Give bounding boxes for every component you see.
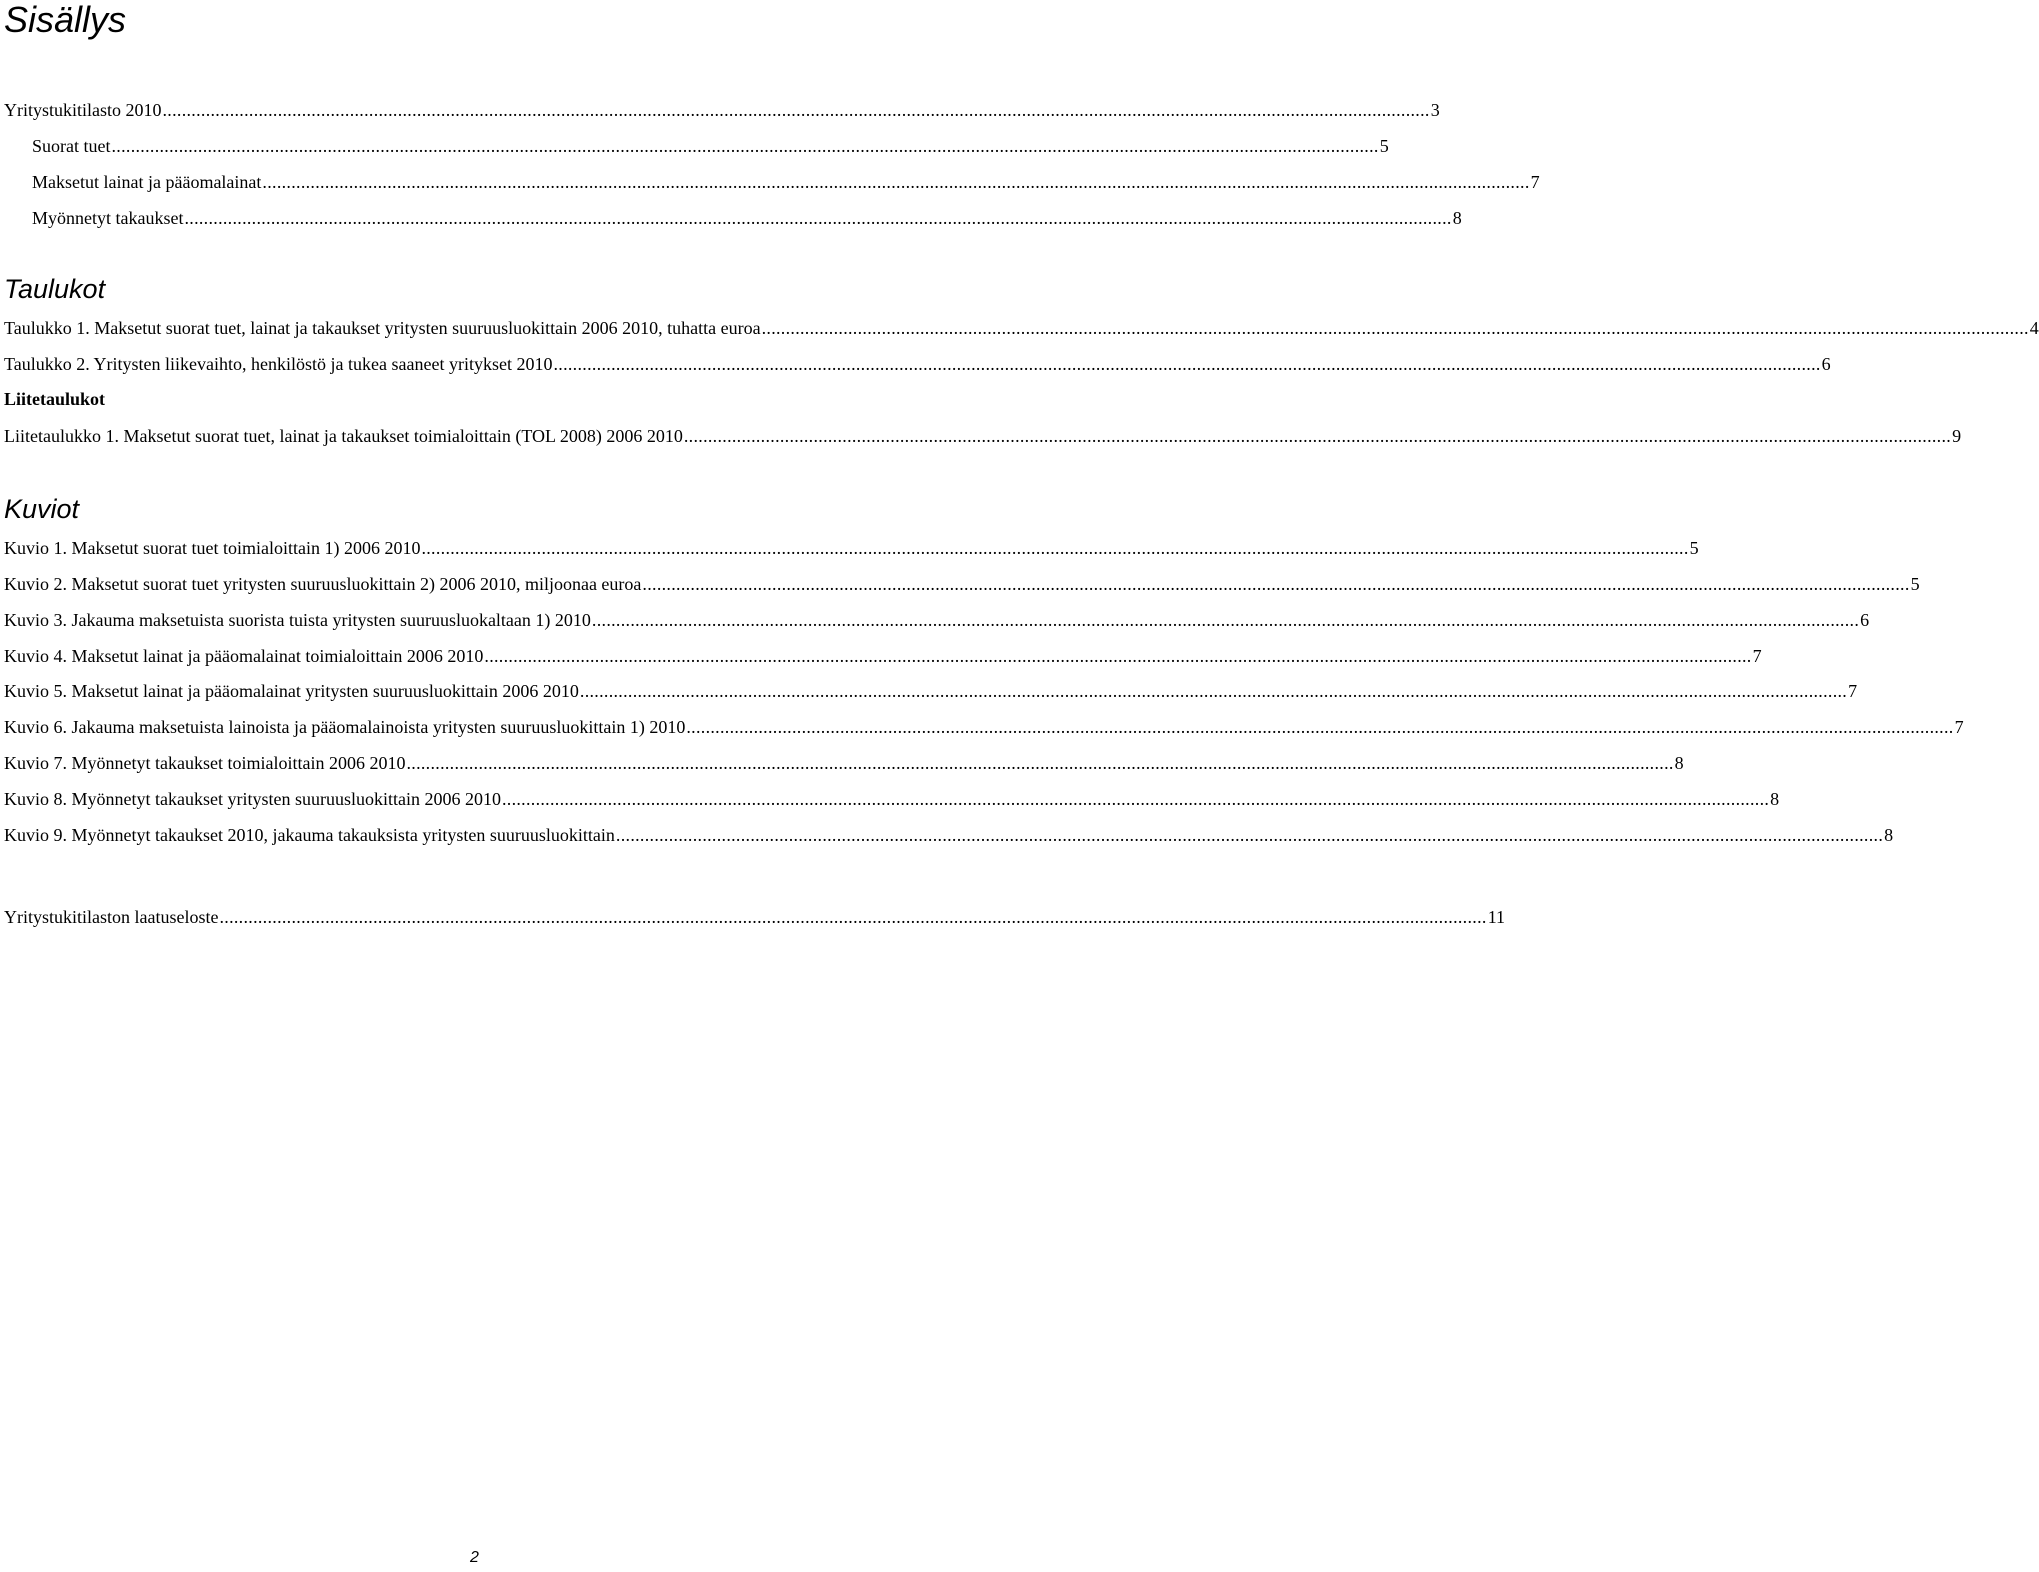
- toc-entry-text: Taulukko 2. Yritysten liikevaihto, henkilöstö ja tukea saaneet yritykset 2010: [4, 354, 553, 374]
- toc-entry-text: Yritystukitilaston laatuseloste: [4, 907, 219, 927]
- toc-entry-page: 7: [1954, 717, 1964, 737]
- toc-entry-text: Myönnetyt takaukset: [32, 208, 184, 228]
- section-heading-kuviot: Kuviot: [4, 494, 80, 524]
- toc-entry-text: Kuvio 4. Maksetut lainat ja pääomalainat toimialoittain 2006 2010: [4, 646, 484, 666]
- page-title: Sisällys: [4, 0, 127, 40]
- toc-entry-text: Yritystukitilasto 2010: [4, 100, 162, 120]
- toc-entry-page: 3: [1430, 100, 1440, 120]
- toc-entry-page: 6: [1821, 354, 1831, 374]
- toc-leader-dots: ........................................................................................................................................................................................................................................................................: [219, 907, 1487, 927]
- toc-entry-text: Kuvio 7. Myönnetyt takaukset toimialoittain 2006 2010: [4, 753, 406, 773]
- toc-entry-page: 8: [1770, 789, 1780, 809]
- toc-leader-dots: ........................................................................................................................................................................................................................................................................: [501, 789, 1770, 809]
- toc-entry-page: 8: [1452, 208, 1462, 228]
- toc-entry-kuvio-9[interactable]: [4, 823, 1894, 847]
- toc-entry-text: Kuvio 9. Myönnetyt takaukset 2010, jakauma takauksista yritysten suuruusluokittain: [4, 825, 615, 845]
- toc-entry-taulukko-1[interactable]: [4, 316, 2039, 340]
- toc-entry-kuvio-1[interactable]: [4, 536, 1699, 560]
- toc-entry-taulukko-2[interactable]: [4, 352, 1831, 376]
- toc-entry-yritystukitilasto[interactable]: [4, 98, 1440, 122]
- toc-entry-page: 7: [1530, 172, 1540, 192]
- toc-leader-dots: ........................................................................................................................................................................................................................................................................: [683, 426, 1952, 446]
- toc-leader-dots: ........................................................................................................................................................................................................................................................................: [406, 753, 1674, 773]
- toc-entry-page: 5: [1910, 574, 1920, 594]
- toc-entry-kuvio-4[interactable]: [4, 644, 1762, 668]
- toc-entry-page: 7: [1752, 646, 1762, 666]
- toc-entry-page: 7: [1848, 681, 1858, 701]
- toc-entry-page: 5: [1379, 136, 1389, 156]
- toc-entry-text: Taulukko 1. Maksetut suorat tuet, lainat ja takaukset yritysten suuruusluokittain 2006 2010, tuhatta euroa: [4, 318, 761, 338]
- toc-entry-text: Kuvio 6. Jakauma maksetuista lainoista ja pääomalainoista yritysten suuruusluokittain 1) 2010: [4, 717, 686, 737]
- toc-leader-dots: ........................................................................................................................................................................................................................................................................: [591, 610, 1860, 630]
- toc-leader-dots: ........................................................................................................................................................................................................................................................................: [686, 717, 1954, 737]
- toc-entry-kuvio-6[interactable]: [4, 715, 1964, 739]
- section-heading-liitetaulukot: Liitetaulukot: [4, 389, 106, 409]
- toc-leader-dots: ........................................................................................................................................................................................................................................................................: [262, 172, 1530, 192]
- section-heading-taulukot: Taulukot: [4, 274, 106, 304]
- toc-leader-dots: ........................................................................................................................................................................................................................................................................: [553, 354, 1821, 374]
- toc-entry-laatuseloste[interactable]: [4, 905, 1506, 929]
- toc-leader-dots: ........................................................................................................................................................................................................................................................................: [162, 100, 1430, 120]
- toc-leader-dots: ........................................................................................................................................................................................................................................................................: [184, 208, 1452, 228]
- toc-leader-dots: ........................................................................................................................................................................................................................................................................: [642, 574, 1910, 594]
- toc-entry-kuvio-5[interactable]: [4, 679, 1858, 703]
- toc-leader-dots: ........................................................................................................................................................................................................................................................................: [111, 136, 1379, 156]
- toc-entry-page: 8: [1674, 753, 1684, 773]
- toc-entry-suorat-tuet[interactable]: [32, 134, 1389, 158]
- toc-leader-dots: ........................................................................................................................................................................................................................................................................: [579, 681, 1848, 701]
- toc-leader-dots: ........................................................................................................................................................................................................................................................................: [484, 646, 1752, 666]
- toc-entry-text: Liitetaulukko 1. Maksetut suorat tuet, lainat ja takaukset toimialoittain (TOL 2008) 2006 2010: [4, 426, 683, 446]
- toc-entry-text: Kuvio 3. Jakauma maksetuista suorista tuista yritysten suuruusluokaltaan 1) 2010: [4, 610, 591, 630]
- toc-entry-page: 6: [1860, 610, 1870, 630]
- toc-entry-kuvio-2[interactable]: [4, 572, 1920, 596]
- toc-entry-text: Kuvio 2. Maksetut suorat tuet yritysten suuruusluokittain 2) 2006 2010, miljoonaa euroa: [4, 574, 642, 594]
- toc-leader-dots: ........................................................................................................................................................................................................................................................................: [761, 318, 2029, 338]
- toc-entry-text: Suorat tuet: [32, 136, 111, 156]
- toc-leader-dots: ........................................................................................................................................................................................................................................................................: [421, 538, 1689, 558]
- toc-entry-kuvio-3[interactable]: [4, 608, 1870, 632]
- toc-entry-text: Kuvio 1. Maksetut suorat tuet toimialoittain 1) 2006 2010: [4, 538, 421, 558]
- toc-leader-dots: ........................................................................................................................................................................................................................................................................: [615, 825, 1884, 845]
- toc-entry-kuvio-8[interactable]: [4, 787, 1780, 811]
- toc-entry-page: 11: [1487, 907, 1506, 927]
- toc-entry-liitetaulukko-1[interactable]: [4, 424, 1962, 448]
- toc-entry-text: Maksetut lainat ja pääomalainat: [32, 172, 262, 192]
- toc-entry-maksetut-lainat[interactable]: [32, 170, 1540, 194]
- toc-entry-kuvio-7[interactable]: [4, 751, 1684, 775]
- toc-entry-page: 4: [2029, 318, 2039, 338]
- toc-entry-text: Kuvio 8. Myönnetyt takaukset yritysten suuruusluokittain 2006 2010: [4, 789, 501, 809]
- toc-entry-page: 8: [1884, 825, 1894, 845]
- toc-entry-page: 9: [1952, 426, 1962, 446]
- page-number: 2: [470, 1549, 479, 1566]
- toc-entry-page: 5: [1689, 538, 1699, 558]
- toc-entry-text: Kuvio 5. Maksetut lainat ja pääomalainat yritysten suuruusluokittain 2006 2010: [4, 681, 579, 701]
- toc-entry-myonnetyt-takaukset[interactable]: [32, 206, 1462, 230]
